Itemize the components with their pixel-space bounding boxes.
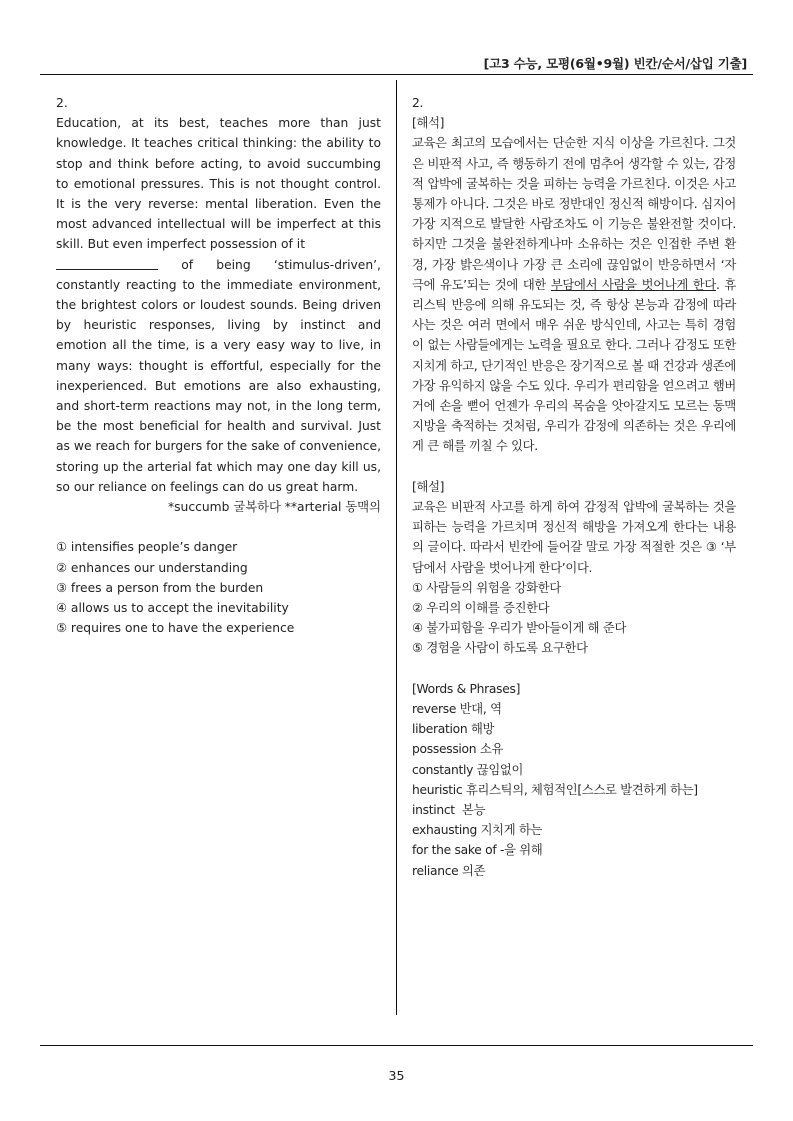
choice-translation-5: ⑤ 경험을 사람이 하도록 요구한다 [412,641,588,656]
word-entry: reverse 반대, 역 [412,702,502,717]
explanation-label: [해설] [412,479,445,494]
word-entry: constantly 끊임없이 [412,762,524,777]
answer-blank [56,255,158,270]
header-divider [40,74,753,75]
vocabulary-footnote: *succumb 굴복하다 **arterial 동맥의 [167,500,381,515]
word-entry: reliance 의존 [412,863,486,878]
answer-column [412,93,736,881]
question-column [56,93,381,638]
choice-translation-4: ④ 불가피함을 우리가 받아들이게 해 준다 [412,621,627,636]
header-title: [고3 수능, 모평(6월•9월) 빈칸/순서/삽입 기출] [483,56,747,71]
choice-translation-1: ① 사람들의 위험을 강화한다 [412,580,561,595]
choice-4: ④ allows us to accept the inevitability [56,601,289,616]
answer-number: 2. [412,96,424,110]
word-entry: liberation 해방 [412,722,495,737]
word-entry: exhausting 지치게 하는 [412,823,543,838]
translation-answer-underline: 부담에서 사람을 벗어나게 한다 [550,277,716,292]
blank-line [56,255,381,275]
footer-divider [40,1045,753,1046]
word-entry: instinct 본능 [412,803,486,818]
blank-line-word-1: of [181,257,194,272]
explanation-text: 교육은 비판적 사고를 하게 하여 감정적 압박에 굴복하는 것을 피하는 능력을 가르치며 정신적 해방을 가져오게 한다는 내용의 글이다. 따라서 빈칸에 들어갈 말로 가장 적절한 것은 ③ ‘부담에서 사람을 벗어나게 한다’이다. [412,500,736,575]
blank-line-word-3: ‘stimulus-driven’, [273,257,381,272]
choice-5: ⑤ requires one to have the experience [56,621,295,636]
blank-line-word-2: being [216,257,251,272]
choice-translation-2: ② 우리의 이해를 증진한다 [412,601,550,616]
translation-label: [해석] [412,116,445,131]
word-entry: for the sake of -을 위해 [412,843,543,858]
translation-text [412,133,736,456]
passage-after-blank: constantly reacting to the immediate environment, the brightest colors or loudest sounds. Being driven by heuristic responses, living by instinct and emotion all the time, is a very easy way to live, in many ways: thought is effortful, especially for the inexperienced. But emotions are also exhausting, and short-term reactions may not, in the long term, be the most beneficial for health and survival. Just as we reach for burgers for the sake of convenience, storing up the arterial fat which may one day kill us, so our reliance on feelings can do us great harm. [56,277,381,494]
choice-2: ② enhances our understanding [56,560,248,575]
choice-1: ① intensifies people’s danger [56,540,238,555]
page-number: 35 [388,1068,405,1083]
word-entry: heuristic 휴리스틱의, 체험적인[스스로 발견하게 하는] [412,782,698,797]
word-entry: possession 소유 [412,742,504,757]
column-divider [396,80,397,1015]
question-number: 2. [56,96,68,110]
words-label: [Words & Phrases] [412,681,521,696]
choice-3: ③ frees a person from the burden [56,580,264,595]
translation-text-start: 교육은 최고의 모습에서는 단순한 지식 이상을 가르친다. 그것은 비판적 사고, 즉 행동하기 전에 멈추어 생각할 수 있는, 감정적 압박에 굴복하는 것을 피하는 능력을 가르친다. 이것은 사고 통제가 아니다. 그것은 바로 정반대인 정신적 해방이다. 심지어 가장 지적으로 발달한 사람조차도 이 기능은 불완전할 것이다. 하지만 그것을 불완전하게나마 소유하는 것은 인접한 주변 환경, 가장 밝은색이나 가장 큰 소리에 끊임없이 반응하면서 ‘자극에 유도’되는 것에 대한 [412,136,736,292]
translation-text-end: . 휴리스틱 반응에 의해 유도되는 것, 즉 항상 본능과 감정에 따라 사는 것은 여러 면에서 매우 쉬운 방식인데, 사고는 특히 경험이 없는 사람들에게는 노력을 필요로 한다. 그러나 감정도 또한 지치게 하고, 단기적인 반응은 장기적으로 볼 때 건강과 생존에 가장 유익하지 않을 수도 있다. 우리가 편리함을 얻으려고 햄버거에 손을 뻗어 언젠가 우리의 목숨을 앗아갈지도 모르는 동맥 지방을 축적하는 것처럼, 우리가 감정에 의존하는 것은 우리에게 큰 해를 끼칠 수 있다. [412,277,736,454]
passage-before-blank: Education, at its best, teaches more than just knowledge. It teaches critical thinking: the ability to stop and think before acting, to avoid succumbing to emotional pressures. This is not thought control. It is the very reverse: mental liberation. Even the most advanced intellectual will be imperfect at this skill. But even imperfect possession of it [56,116,381,252]
